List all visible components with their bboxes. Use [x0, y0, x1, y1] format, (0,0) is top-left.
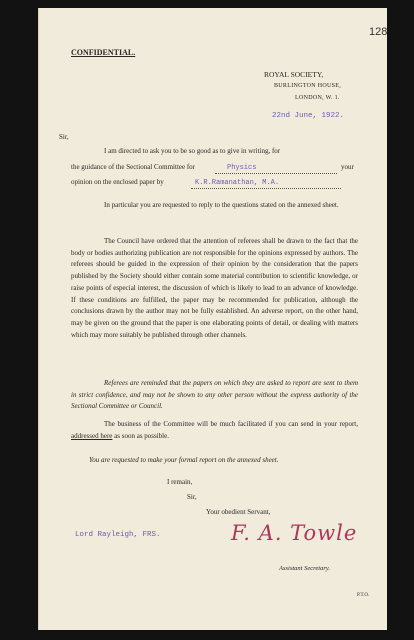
- closing-servant: Your obedient Servant,: [206, 508, 271, 516]
- pto-note: P.T.O.: [357, 593, 370, 598]
- paragraph-referees: Referees are reminded that the papers on which they are asked to report are sent to them in strict confidence, and may not be shown to any other person without the express authority of the Sectional Committee or Council.: [71, 379, 358, 411]
- paragraph-council: The Council have ordered that the attention of referees shall be drawn to the fact that the body or bodies authorizing publication are not responsible for the opinions expressed by authors. The referees should be guided in the expression of their opinion by the consideration that the papers published by the Society should either contain some material contribution to scientific knowledge, or raise points of especial interest, the discussion of which is likely to lead to an advance of knowledge. If these conditions are fulfilled, the paper may be recommended for publication, although the conclusions drawn by the author may not be fully established. An adverse report, on the other hand, may be given on the ground that the paper is one elaborating points of detail, or dealing with matters which may more suitably be published through other channels.: [71, 237, 358, 339]
- letter-date: 22nd June, 1922.: [272, 112, 345, 120]
- address-line-3: LONDON, W. 1.: [295, 95, 340, 101]
- paragraph-business: [71, 419, 358, 442]
- intro-line-2-suffix: your: [341, 163, 354, 171]
- addressee: Lord Rayleigh, FRS.: [75, 531, 161, 539]
- salutation: Sir,: [59, 133, 69, 141]
- business-text-underlined: addressed here: [71, 431, 113, 440]
- intro-line-3-prefix: opinion on the enclosed paper by: [71, 178, 164, 186]
- business-text-b: as soon as possible.: [114, 431, 169, 440]
- signatory-title: Assistant Secretary.: [279, 565, 331, 572]
- formal-report-request: You are requested to make your formal report on the annexed sheet.: [89, 456, 279, 464]
- intro-line-1: I am directed to ask you to be so good as to give in writing, for: [104, 147, 281, 155]
- paragraph-particular: In particular you are requested to reply to the questions stated on the annexed sheet.: [104, 201, 339, 209]
- intro-line-2-prefix: the guidance of the Sectional Committee for: [71, 163, 196, 171]
- page-number: 128: [369, 26, 388, 38]
- letter-sheet: [38, 8, 387, 630]
- committee-blank: [215, 163, 337, 174]
- business-text-a: The business of the Committee will be much facilitated if you can send in your report,: [104, 420, 358, 428]
- committee-name: Physics: [227, 164, 257, 172]
- confidential-heading: CONFIDENTIAL.: [71, 48, 136, 57]
- author-blank: [191, 178, 341, 189]
- closing-remain: I remain,: [167, 478, 193, 486]
- address-line-2: BURLINGTON HOUSE,: [274, 83, 341, 89]
- author-name: K.R.Ramanathan, M.A.: [195, 179, 280, 187]
- closing-sir: Sir,: [187, 493, 197, 501]
- signature: F. A. Towle: [231, 521, 358, 545]
- address-line-1: ROYAL SOCIETY,: [264, 70, 324, 79]
